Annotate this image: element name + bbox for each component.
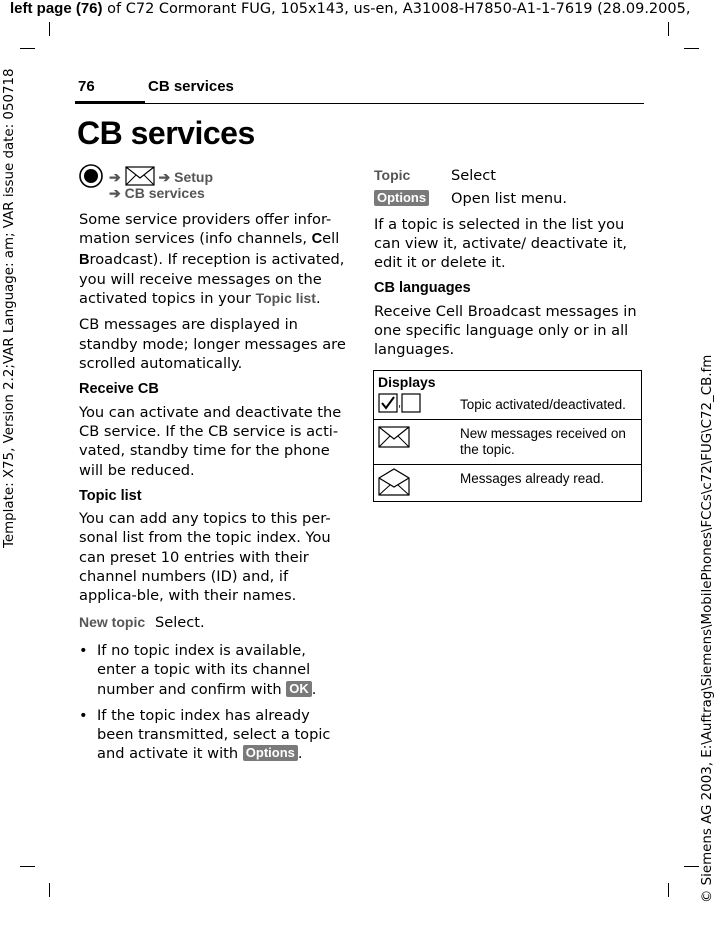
checkbox-checked-icon [378, 393, 398, 413]
receive-cb-paragraph: You can activate and deactivate the CB service. If the CB service is acti-vated, standby time for the phone will be reduced. [79, 403, 342, 479]
checkbox-empty-icon [401, 393, 421, 413]
template-info-vertical: Template: X75, Version 2.2;VAR Language: am; VAR issue date: 050718 [2, 68, 17, 548]
copyright-path-vertical: © Siemens AG 2003, E:\Auftrag\Siemens\MobilePhones\FCCs\c72\FUG\C72_CB.fm [700, 354, 715, 903]
header-tab-rule [75, 101, 145, 104]
bullet-no-topic-index: • If no topic index is available, enter a topic with its channel number and confirm with OK . [79, 641, 349, 699]
display-row-text: New messages received on the topic. [456, 420, 642, 465]
arrow-icon: ➔ [109, 169, 121, 185]
navigation-key-icon [79, 164, 103, 188]
crop-mark [684, 48, 699, 49]
envelope-open-icon [378, 468, 410, 496]
arrow-icon: ➔ [109, 185, 121, 201]
topic-list-keyword: Topic list [255, 290, 316, 307]
right-column [374, 166, 644, 367]
menu-setup: Setup [174, 169, 214, 185]
header-rule [145, 103, 644, 104]
options-softkey: Options [374, 190, 429, 206]
envelope-icon [125, 166, 155, 186]
display-row-text: Topic activated/deactivated. [456, 391, 642, 420]
options-row: Options Open list menu. [374, 189, 644, 208]
ok-softkey: OK [286, 681, 312, 697]
display-row: , Topic activated/deactivated. [374, 391, 642, 420]
cb-languages-heading: CB languages [374, 280, 471, 297]
topic-paragraph: If a topic is selected in the list you can view it, activate/ deactivate it, edit it or delete it. [374, 215, 628, 272]
crop-mark [684, 866, 699, 867]
left-column [79, 210, 349, 771]
topic-keyword: Topic [374, 167, 411, 183]
crop-mark [668, 22, 669, 36]
intro-paragraph: Some service providers offer infor-mation services (info channels, Cell Broadcast). If reception is activated, you will receive messages on the activated topics in your Topic list. [79, 211, 345, 308]
display-row [374, 465, 642, 502]
options-softkey: Options [243, 745, 298, 761]
new-topic-keyword: New topic [79, 613, 146, 630]
crop-mark [20, 866, 35, 867]
display-row [374, 420, 642, 465]
crop-mark [668, 883, 669, 897]
arrow-icon: ➔ [158, 169, 171, 185]
envelope-closed-icon [378, 426, 410, 448]
crop-mark [49, 883, 50, 897]
cb-languages-paragraph: Receive Cell Broadcast messages in one specific language only or in all languages. [374, 302, 637, 359]
menu-cb-services: CB services [124, 185, 205, 201]
receive-cb-heading: Receive CB [79, 381, 159, 398]
crop-mark [49, 22, 50, 36]
new-topic-line: New topic Select. [79, 613, 205, 631]
running-head: CB services [148, 78, 234, 95]
print-header-line: left page (76) of C72 Cormorant FUG, 105x143, us-en, A31008-H7850-A1-1-7619 (28.09.2005, [10, 0, 691, 17]
topic-list-heading: Topic list [79, 487, 142, 504]
bullet-topic-index-transmitted: • If the topic index has already been transmitted, select a topic and activate it with Options . [79, 706, 349, 764]
topic-list-paragraph: You can add any topics to this per-sonal list from the topic index. You can preset 10 entries with their channel numbers (ID) and, if applica-ble, with their names. [79, 510, 331, 605]
page-title: CB services [77, 115, 255, 151]
displays-table [373, 370, 642, 502]
display-paragraph: CB messages are displayed in standby mode; longer messages are scrolled automatically. [79, 316, 346, 373]
displays-heading: Displays [374, 371, 642, 392]
page-number: 76 [78, 78, 95, 95]
crop-mark [20, 48, 35, 49]
display-row-text: Messages already read. [456, 465, 642, 502]
topic-select-row: Topic Select [374, 167, 497, 184]
